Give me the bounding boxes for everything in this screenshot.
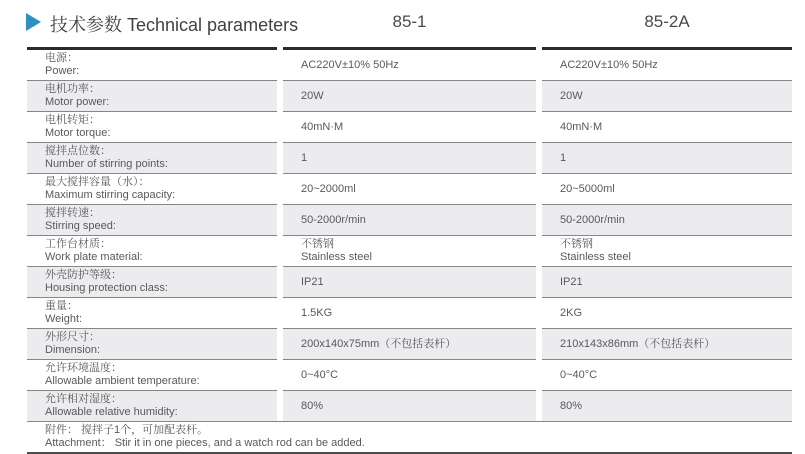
row-label-zh: 重量： [45,300,78,312]
row-label-en: Allowable relative humidity: [45,406,178,418]
table-row [27,142,792,173]
value-line: 40mN·M [301,120,344,133]
value-line: IP21 [560,275,583,288]
value-line: 1.5KG [301,306,333,319]
row-label-en: Number of stirring points: [45,158,168,170]
value-line: 20W [301,89,324,102]
column-header-model-2: 85-2A [644,12,690,31]
section-title-zh: 技术参数 [50,15,122,35]
table-row [27,80,792,111]
table-row [27,173,792,204]
table-row [27,47,792,80]
row-label-zh: 电源： [45,52,78,64]
value-cell [283,173,536,204]
value-cell [542,80,792,111]
value-cell [283,359,536,390]
value-line: 1 [301,151,308,164]
table-row [27,266,792,297]
value-cell [283,297,536,328]
row-label-cell [27,297,277,328]
attachment-en: Attachment： Stir it in one pieces, and a watch rod can be added. [45,437,365,449]
row-label-zh: 允许相对湿度： [45,393,122,405]
value-line: 80% [301,399,324,412]
row-label-en: Allowable ambient temperature: [45,375,200,387]
table-row [27,235,792,266]
row-label-cell [27,235,277,266]
value-line: 200x140x75mm（不包括表杆） [301,337,457,350]
section-header [0,0,805,47]
value-line: IP21 [301,275,324,288]
table-row [27,328,792,359]
value-line: 50-2000r/min [301,213,366,226]
column-header-model-1: 85-1 [392,12,427,31]
row-label-zh: 允许环境温度： [45,362,122,374]
row-label-cell [27,266,277,297]
value-line: 20~5000ml [560,182,615,195]
row-label-zh: 搅拌点位数： [45,145,111,157]
row-label-en: Motor torque: [45,127,111,139]
row-label-zh: 外壳防护等级： [45,269,122,281]
table-row [27,390,792,421]
value-cell [283,390,536,421]
value-line: 50-2000r/min [560,213,625,226]
value-line: 0~40°C [560,368,598,381]
row-label-en: Work plate material: [45,251,143,263]
value-cell [283,142,536,173]
table-row [27,111,792,142]
section-title-en: Technical parameters [127,15,299,35]
value-line: AC220V±10% 50Hz [560,58,658,71]
value-cell [542,297,792,328]
row-label-cell [27,204,277,235]
value-cell [542,142,792,173]
value-line: 80% [560,399,583,412]
value-cell [542,266,792,297]
row-label-zh: 电机转矩： [45,114,100,126]
table-row [27,359,792,390]
row-label-zh: 工作台材质： [45,238,111,250]
value-cell [283,80,536,111]
row-label-en: Weight: [45,313,83,325]
row-label-en: Stirring speed: [45,220,116,232]
value-line: 40mN·M [560,120,603,133]
value-line: 210x143x86mm（不包括表杆） [560,337,716,350]
value-line: 20~2000ml [301,182,356,195]
value-cell [283,328,536,359]
value-line: Stainless steel [301,251,372,263]
value-cell [542,390,792,421]
attachment-zh: 附件： 搅拌子1个，可加配表杆。 [45,424,209,436]
value-cell [542,204,792,235]
value-cell [542,328,792,359]
row-label-en: Motor power: [45,96,110,108]
value-cell [283,111,536,142]
value-line: Stainless steel [560,251,631,263]
row-label-cell [27,359,277,390]
row-label-en: Power: [45,65,80,77]
value-cell [283,204,536,235]
row-label-cell [27,80,277,111]
row-label-zh: 电机功率： [45,83,100,95]
value-cell [283,235,536,266]
attachment-row [27,421,792,454]
section-marker-icon [26,13,41,31]
row-label-en: Dimension: [45,344,101,356]
table-row [27,204,792,235]
value-line: 0~40°C [301,368,339,381]
value-cell [542,111,792,142]
row-label-cell [27,173,277,204]
value-cell [542,235,792,266]
spec-table [27,47,792,454]
row-label-cell [27,47,277,80]
value-line: AC220V±10% 50Hz [301,58,399,71]
row-label-cell [27,328,277,359]
value-cell [283,47,536,80]
table-row [27,297,792,328]
row-label-en: Housing protection class: [45,282,168,294]
value-cell [542,359,792,390]
row-label-cell [27,111,277,142]
row-label-cell [27,142,277,173]
value-line: 1 [560,151,567,164]
value-line: 20W [560,89,583,102]
value-line: 不锈钢 [560,238,593,250]
value-cell [283,266,536,297]
value-cell [542,47,792,80]
row-label-zh: 外形尺寸： [45,331,100,343]
row-label-zh: 最大搅拌容量（水）： [45,176,150,188]
value-line: 2KG [560,306,583,319]
row-label-cell [27,390,277,421]
row-label-zh: 搅拌转速： [45,207,100,219]
row-label-en: Maximum stirring capacity: [45,189,176,201]
section-title [50,11,298,37]
value-cell [542,173,792,204]
value-line: 不锈钢 [301,238,334,250]
